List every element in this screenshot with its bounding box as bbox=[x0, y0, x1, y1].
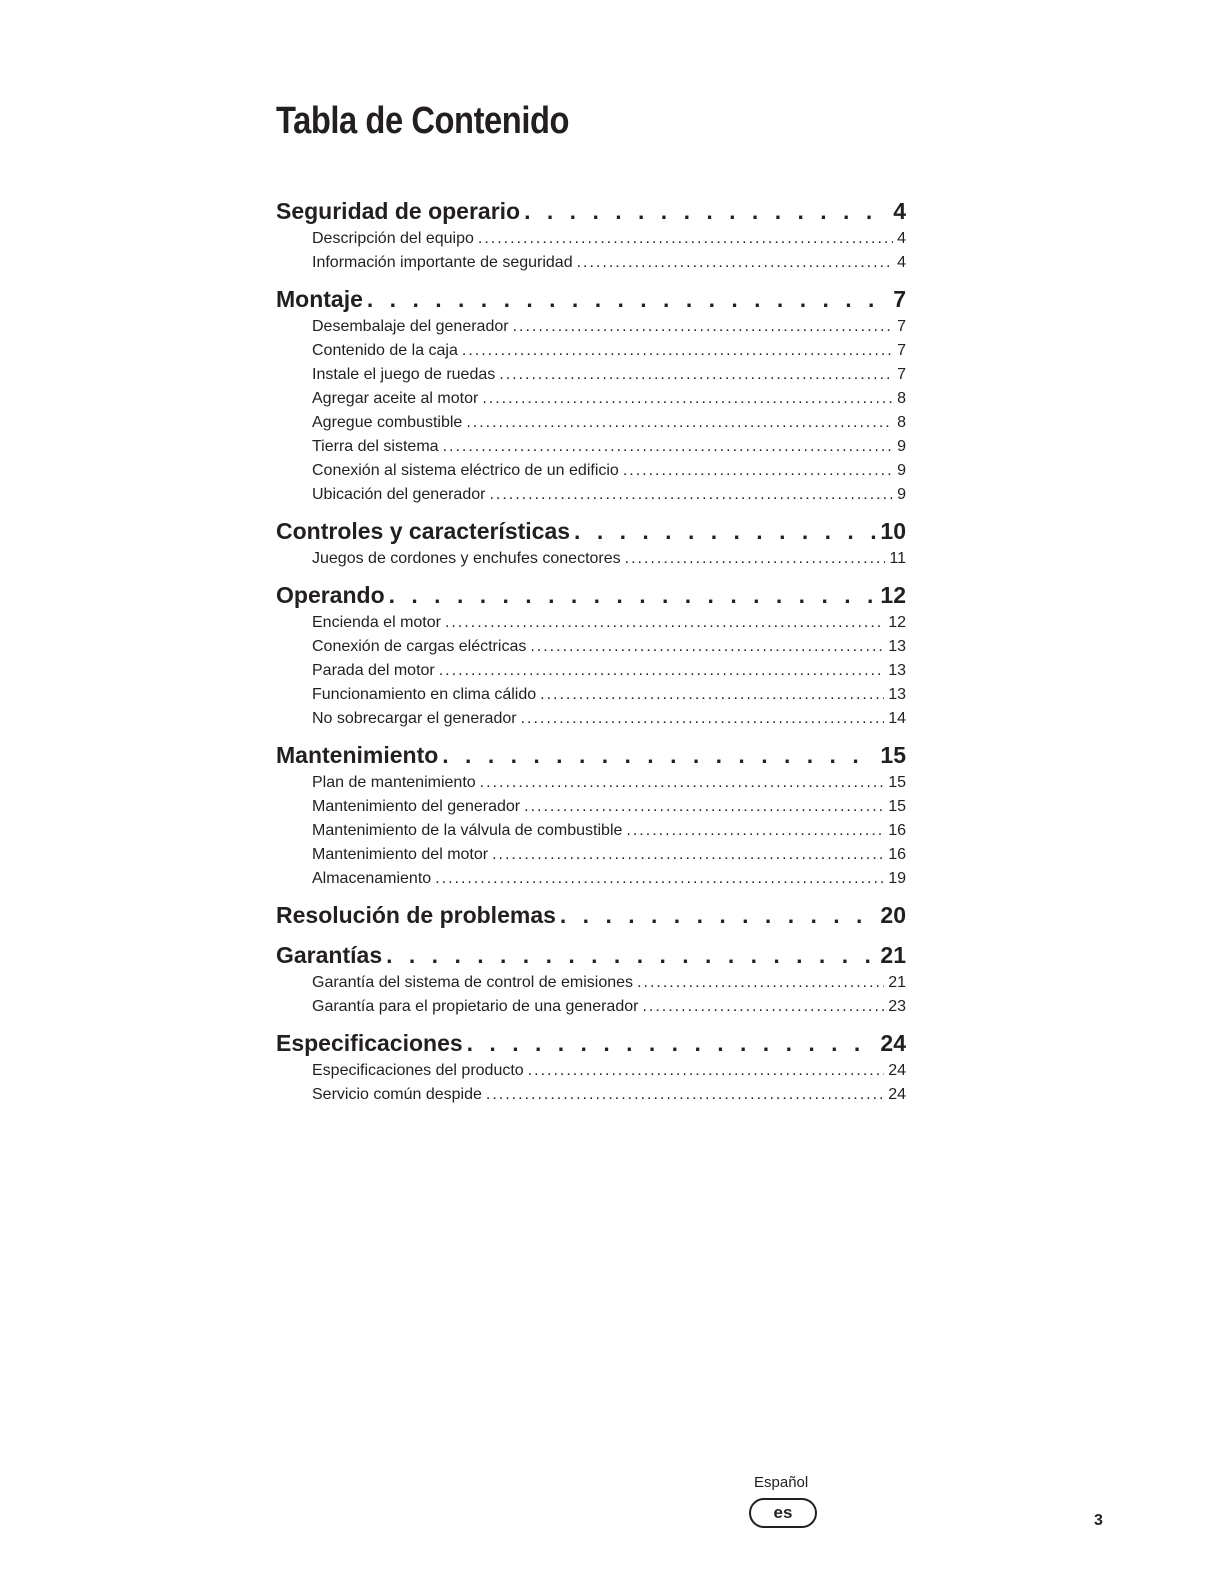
dot-leader bbox=[442, 742, 876, 769]
dot-leader bbox=[478, 230, 893, 248]
entry-title: Parada del motor bbox=[312, 662, 435, 679]
entry-page-number: 24 bbox=[888, 1086, 906, 1103]
entry-title: Mantenimiento del motor bbox=[312, 846, 489, 863]
toc-entry[interactable] bbox=[276, 710, 906, 734]
dot-leader bbox=[435, 870, 884, 888]
entry-page-number: 21 bbox=[888, 974, 906, 991]
toc-entry[interactable] bbox=[276, 366, 906, 390]
section-title: Especificaciones bbox=[276, 1030, 463, 1056]
language-label: Español bbox=[754, 1474, 809, 1491]
entry-page-number: 24 bbox=[888, 1062, 906, 1079]
toc-section bbox=[276, 286, 906, 510]
entry-title: Conexión al sistema eléctrico de un edificio bbox=[312, 462, 619, 479]
toc-entry[interactable] bbox=[276, 486, 906, 510]
toc-entry[interactable] bbox=[276, 638, 906, 662]
toc-entry[interactable] bbox=[276, 438, 906, 462]
section-title: Montaje bbox=[276, 286, 363, 312]
entry-page-number: 23 bbox=[888, 998, 906, 1015]
toc-entry[interactable] bbox=[276, 998, 906, 1022]
entry-title: Juegos de cordones y enchufes conectores bbox=[312, 550, 621, 567]
dot-leader bbox=[528, 1062, 885, 1080]
dot-leader bbox=[637, 974, 884, 992]
toc-entry[interactable] bbox=[276, 342, 906, 366]
entry-page-number: 9 bbox=[897, 486, 906, 503]
dot-leader bbox=[386, 942, 876, 969]
entry-title: Ubicación del generador bbox=[312, 486, 486, 503]
toc-entry[interactable] bbox=[276, 462, 906, 486]
dot-leader bbox=[486, 1086, 884, 1104]
page-title: Tabla de Contenido bbox=[276, 100, 570, 142]
entry-page-number: 4 bbox=[897, 230, 906, 247]
entry-page-number: 12 bbox=[888, 614, 906, 631]
dot-leader bbox=[560, 902, 877, 929]
entry-page-number: 8 bbox=[897, 390, 906, 407]
toc-section-heading[interactable] bbox=[276, 902, 906, 934]
entry-title: Desembalaje del generador bbox=[312, 318, 509, 335]
toc-section bbox=[276, 942, 906, 1022]
entry-title: Agregue combustible bbox=[312, 414, 463, 431]
toc-section-heading[interactable] bbox=[276, 1030, 906, 1062]
entry-page-number: 7 bbox=[897, 342, 906, 359]
entry-page-number: 7 bbox=[897, 366, 906, 383]
dot-leader bbox=[623, 462, 893, 480]
dot-leader bbox=[439, 662, 884, 680]
section-page-number: 15 bbox=[880, 742, 906, 768]
dot-leader bbox=[480, 774, 885, 792]
entry-title: Almacenamiento bbox=[312, 870, 432, 887]
section-title: Seguridad de operario bbox=[276, 198, 521, 224]
entry-title: Información importante de seguridad bbox=[312, 254, 573, 271]
toc-section-heading[interactable] bbox=[276, 286, 906, 318]
entry-page-number: 14 bbox=[888, 710, 906, 727]
dot-leader bbox=[489, 486, 893, 504]
toc-entry[interactable] bbox=[276, 774, 906, 798]
entry-title: Funcionamiento en clima cálido bbox=[312, 686, 537, 703]
section-page-number: 20 bbox=[880, 902, 906, 928]
entry-page-number: 16 bbox=[888, 846, 906, 863]
entry-page-number: 9 bbox=[897, 438, 906, 455]
entry-page-number: 16 bbox=[888, 822, 906, 839]
toc-entry[interactable] bbox=[276, 846, 906, 870]
section-page-number: 24 bbox=[880, 1030, 906, 1056]
toc-entry[interactable] bbox=[276, 414, 906, 438]
dot-leader bbox=[540, 686, 884, 704]
entry-page-number: 8 bbox=[897, 414, 906, 431]
dot-leader bbox=[530, 638, 884, 656]
dot-leader bbox=[524, 798, 884, 816]
entry-title: Mantenimiento del generador bbox=[312, 798, 521, 815]
entry-title: Servicio común despide bbox=[312, 1086, 482, 1103]
toc-entry[interactable] bbox=[276, 662, 906, 686]
dot-leader bbox=[389, 582, 877, 609]
dot-leader bbox=[445, 614, 884, 632]
toc-section-heading[interactable] bbox=[276, 742, 906, 774]
toc-entry[interactable] bbox=[276, 822, 906, 846]
table-of-contents bbox=[276, 198, 906, 1118]
toc-section-heading[interactable] bbox=[276, 518, 906, 550]
dot-leader bbox=[577, 254, 894, 272]
toc-section-heading[interactable] bbox=[276, 198, 906, 230]
dot-leader bbox=[462, 342, 893, 360]
entry-title: Instale el juego de ruedas bbox=[312, 366, 496, 383]
dot-leader bbox=[642, 998, 884, 1016]
section-title: Garantías bbox=[276, 942, 383, 968]
entry-title: Contenido de la caja bbox=[312, 342, 458, 359]
page-number: 3 bbox=[1094, 1512, 1103, 1529]
dot-leader bbox=[524, 198, 889, 225]
dot-leader bbox=[521, 710, 885, 728]
entry-title: Especificaciones del producto bbox=[312, 1062, 524, 1079]
entry-page-number: 19 bbox=[888, 870, 906, 887]
dot-leader bbox=[492, 846, 884, 864]
entry-page-number: 13 bbox=[888, 638, 906, 655]
entry-title: Tierra del sistema bbox=[312, 438, 439, 455]
entry-title: Agregar aceite al motor bbox=[312, 390, 479, 407]
section-title: Operando bbox=[276, 582, 385, 608]
section-page-number: 21 bbox=[880, 942, 906, 968]
dot-leader bbox=[466, 414, 893, 432]
dot-leader bbox=[574, 518, 876, 545]
section-title: Resolución de problemas bbox=[276, 902, 556, 928]
toc-section bbox=[276, 902, 906, 934]
entry-page-number: 7 bbox=[897, 318, 906, 335]
dot-leader bbox=[443, 438, 894, 456]
dot-leader bbox=[625, 550, 886, 568]
toc-entry[interactable] bbox=[276, 1086, 906, 1110]
entry-title: No sobrecargar el generador bbox=[312, 710, 517, 727]
toc-entry[interactable] bbox=[276, 870, 906, 894]
toc-entry[interactable] bbox=[276, 318, 906, 342]
toc-entry[interactable] bbox=[276, 1062, 906, 1086]
entry-page-number: 13 bbox=[888, 686, 906, 703]
section-page-number: 7 bbox=[893, 286, 906, 312]
toc-section bbox=[276, 742, 906, 894]
toc-section bbox=[276, 198, 906, 278]
toc-entry[interactable] bbox=[276, 254, 906, 278]
entry-page-number: 4 bbox=[897, 254, 906, 271]
entry-page-number: 9 bbox=[897, 462, 906, 479]
entry-page-number: 11 bbox=[889, 550, 906, 567]
entry-title: Encienda el motor bbox=[312, 614, 441, 631]
toc-entry[interactable] bbox=[276, 230, 906, 254]
entry-title: Mantenimiento de la válvula de combustible bbox=[312, 822, 623, 839]
dot-leader bbox=[499, 366, 893, 384]
toc-entry[interactable] bbox=[276, 390, 906, 414]
entry-title: Plan de mantenimiento bbox=[312, 774, 476, 791]
toc-entry[interactable] bbox=[276, 550, 906, 574]
entry-title: Garantía para el propietario de una generador bbox=[312, 998, 639, 1015]
dot-leader bbox=[513, 318, 894, 336]
dot-leader bbox=[467, 1030, 877, 1057]
section-page-number: 12 bbox=[880, 582, 906, 608]
toc-section bbox=[276, 1030, 906, 1110]
toc-entry[interactable] bbox=[276, 614, 906, 638]
entry-page-number: 15 bbox=[888, 774, 906, 791]
entry-page-number: 13 bbox=[888, 662, 906, 679]
dot-leader bbox=[626, 822, 884, 840]
toc-entry[interactable] bbox=[276, 686, 906, 710]
dot-leader bbox=[482, 390, 893, 408]
toc-entry[interactable] bbox=[276, 974, 906, 998]
toc-section bbox=[276, 518, 906, 574]
entry-title: Descripción del equipo bbox=[312, 230, 474, 247]
section-page-number: 10 bbox=[880, 518, 906, 544]
section-title: Mantenimiento bbox=[276, 742, 439, 768]
toc-section bbox=[276, 582, 906, 734]
section-title: Controles y características bbox=[276, 518, 571, 544]
toc-section-heading[interactable] bbox=[276, 582, 906, 614]
dot-leader bbox=[367, 286, 889, 313]
entry-title: Conexión de cargas eléctricas bbox=[312, 638, 527, 655]
toc-entry[interactable] bbox=[276, 798, 906, 822]
entry-title: Garantía del sistema de control de emisiones bbox=[312, 974, 634, 991]
toc-section-heading[interactable] bbox=[276, 942, 906, 974]
section-page-number: 4 bbox=[893, 198, 906, 224]
language-badge: es bbox=[749, 1498, 817, 1528]
entry-page-number: 15 bbox=[888, 798, 906, 815]
